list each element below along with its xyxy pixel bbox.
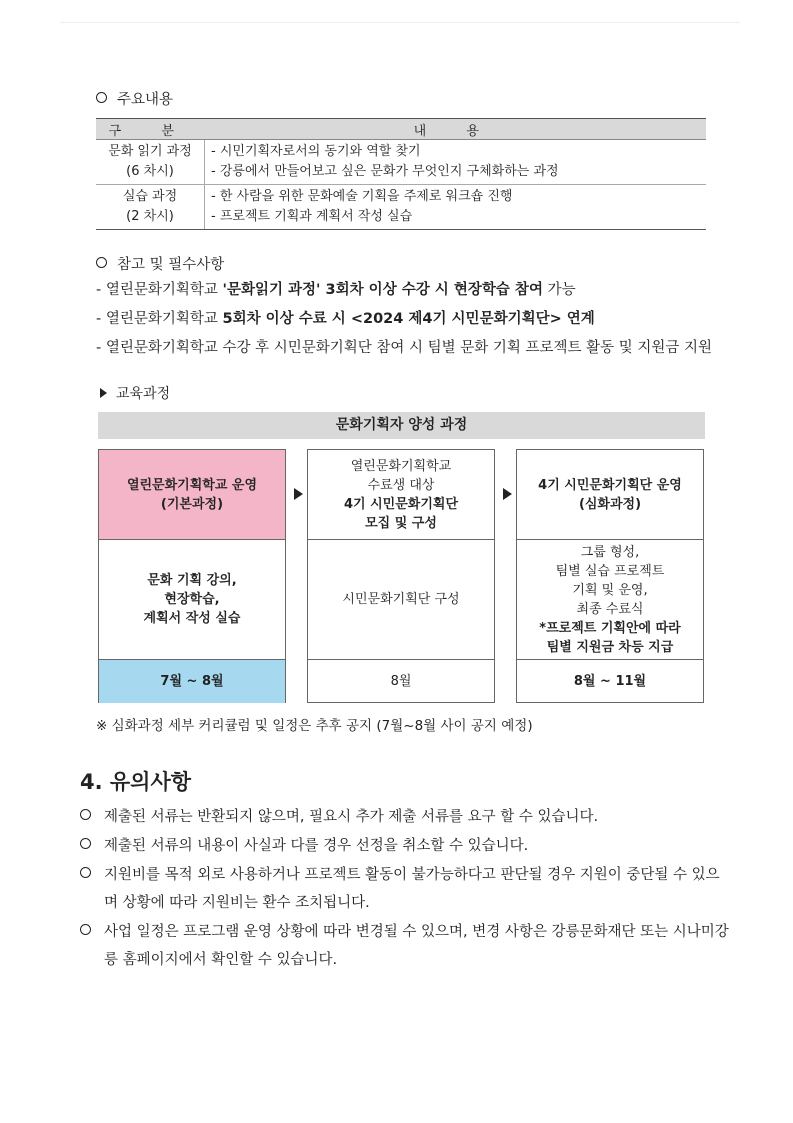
circle-bullet-icon [96,257,107,268]
circle-bullet-icon [80,838,91,849]
column-period: 7월 ~ 8월 [99,660,285,703]
column-title-line: (기본과정) [160,496,224,512]
note-item: - 열린문화기획학교 수강 후 시민문화기획단 참여 시 팀별 문화 기획 프로젝트 활동 및 지원금 지원 [96,340,713,356]
note-item [96,307,726,332]
note-emphasis: '문화읽기 과정' 3회차 이상 수강 시 현장학습 참여 [222,282,543,298]
table-row [96,185,706,230]
row-category [96,140,205,185]
circle-bullet-icon [80,924,91,935]
header-content: 내 용 [205,119,707,140]
column-period: 8월 ~ 11월 [573,674,647,689]
column-desc-line: 시민문화기획단 구성 [342,592,460,607]
main-contents-heading [96,88,173,109]
column-desc-line: 기획 및 운영, [572,582,648,598]
column-desc-line: *프로젝트 기획안에 따라 [539,620,681,636]
column-desc-line: 문화 기획 강의, [147,573,237,588]
column-title-line: 4기 시민문화기획단 운영 [538,477,682,493]
caution-item [80,803,730,831]
caution-item [80,861,730,917]
column-title-line: 열린문화기획학교 운영 [126,477,258,493]
curriculum-banner: 문화기획자 양성 과정 [98,412,705,439]
category-name: 문화 읽기 과정 [108,144,192,159]
content-item: - 프로젝트 기획과 계획서 작성 실습 [211,209,413,224]
cautions-heading: 4. 유의사항 [80,770,192,794]
content-item: - 한 사람을 위한 문화예술 기획을 주제로 워크숍 진행 [211,189,513,204]
caution-item [80,832,730,860]
note-text: - 열린문화기획학교 [96,311,223,327]
curriculum-column-advanced [516,449,704,703]
category-sessions: (6 차시) [126,164,174,179]
column-title-line: 열린문화기획학교 [350,458,452,474]
column-desc-line: 최종 수료식 [576,601,644,617]
column-period: 8월 [390,674,412,689]
curriculum-heading-text: 교육과정 [116,386,171,402]
note-item [96,278,726,303]
notes-list [96,278,726,365]
column-desc-line: 팀별 실습 프로젝트 [555,563,665,579]
row-category [96,185,205,230]
category-name: 실습 과정 [122,189,178,204]
caution-text: 제출된 서류는 반환되지 않으며, 필요시 추가 제출 서류를 요구 할 수 있습니다. [104,809,599,825]
column-title [517,450,703,540]
cautions-list [80,803,730,975]
circle-bullet-icon [80,867,91,878]
column-title-line: 모집 및 구성 [365,515,437,531]
column-description [517,540,703,660]
notes-heading [96,253,224,274]
caution-text: 지원비를 목적 외로 사용하거나 프로젝트 활동이 불가능하다고 판단될 경우 지원이 중단될 수 있으며 상황에 따라 지원비는 환수 조치됩니다. [104,867,720,911]
curriculum-column-recruit [307,449,495,703]
notes-heading-text: 참고 및 필수사항 [117,257,225,273]
caution-text: 사업 일정은 프로그램 운영 상황에 따라 변경될 수 있으며, 변경 사항은 강릉문화재단 또는 시나미강릉 홈페이지에서 확인할 수 있습니다. [104,924,729,968]
column-desc-line: 팀별 지원금 차등 지급 [546,639,674,655]
column-description [308,540,494,660]
header-category: 구 분 [96,119,205,140]
main-contents-heading-text: 주요내용 [117,92,174,108]
row-content [205,185,707,230]
table-row [96,140,706,185]
column-desc-line: 그룹 형성, [580,544,640,560]
column-title-line: 수료생 대상 [367,477,435,493]
caution-item [80,918,730,974]
flow-arrow-icon [294,488,303,500]
triangle-bullet-icon [100,388,107,398]
top-rule [60,22,740,23]
circle-bullet-icon [80,809,91,820]
curriculum-heading [100,383,170,403]
column-description [99,540,285,660]
category-sessions: (2 차시) [126,209,174,224]
content-item: - 시민기획자로서의 동기와 역할 찾기 [211,144,421,159]
flow-arrow-icon [503,488,512,500]
column-desc-line: 현장학습, [164,592,220,607]
column-title [308,450,494,540]
contents-table [96,118,706,230]
row-content [205,140,707,185]
column-title-line: (심화과정) [578,496,642,512]
column-desc-line: 계획서 작성 실습 [143,611,241,626]
curriculum-column-basic [98,449,286,703]
note-text: - 열린문화기획학교 [96,282,223,298]
column-title [99,450,285,540]
curriculum-footnote: ※ 심화과정 세부 커리큘럼 및 일정은 추후 공지 (7월~8월 사이 공지 예정) [96,718,533,734]
circle-bullet-icon [96,92,107,103]
caution-text: 제출된 서류의 내용이 사실과 다를 경우 선정을 취소할 수 있습니다. [104,838,529,854]
note-text: 가능 [542,282,576,298]
note-emphasis: 5회차 이상 수료 시 <2024 제4기 시민문화기획단> 연계 [222,311,595,327]
column-title-line: 4기 시민문화기획단 [343,496,459,512]
table-header-row [96,119,706,140]
content-item: - 강릉에서 만들어보고 싶은 문화가 무엇인지 구체화하는 과정 [211,164,559,179]
